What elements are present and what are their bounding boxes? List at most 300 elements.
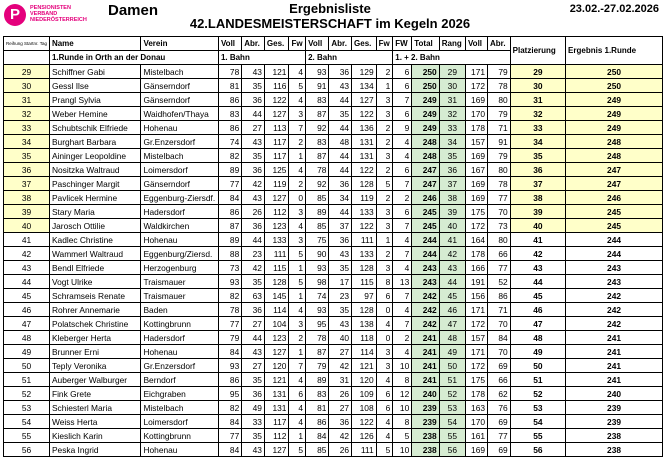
total-fw-cell: 7 [393,93,412,107]
bahn2-voll-cell: 75 [306,233,329,247]
bahn2-voll-cell: 85 [306,191,329,205]
table-row [4,233,663,247]
rank-cell: 31 [439,93,465,107]
result-round1-cell: 249 [566,121,663,135]
total-abr-cell: 84 [488,331,511,345]
bahn1-abr-cell: 44 [242,233,265,247]
rank-cell: 33 [439,121,465,135]
total-abr-cell: 77 [488,191,511,205]
total-fw-cell: 7 [393,289,412,303]
row-number-cell: 39 [4,205,50,219]
total-fw-cell: 4 [393,261,412,275]
bahn1-abr-cell: 27 [242,359,265,373]
col-fw2-header: Fw [376,37,393,51]
placement-cell: 52 [510,387,565,401]
total-abr-cell: 80 [488,163,511,177]
bahn2-ges-cell: 120 [352,373,377,387]
bahn1-abr-cell: 49 [242,401,265,415]
row-number-cell: 32 [4,107,50,121]
bahn1-ges-cell: 115 [264,261,289,275]
total-voll-cell: 175 [465,373,487,387]
bahn1-ges-cell: 121 [264,373,289,387]
total-voll-cell: 191 [465,275,487,289]
bahn2-ges-cell: 131 [352,149,377,163]
player-name-cell: Weiss Herta [49,415,141,429]
result-round1-cell: 241 [566,331,663,345]
total-score-cell: 238 [412,429,439,443]
bahn2-abr-cell: 43 [329,79,352,93]
table-row [4,415,663,429]
player-name-cell: Weber Hemine [49,107,141,121]
bahn2-ges-cell: 97 [352,289,377,303]
table-row [4,149,663,163]
bahn1-ges-cell: 104 [264,317,289,331]
total-fw-cell: 4 [393,345,412,359]
bahn1-ges-cell: 117 [264,149,289,163]
table-row [4,135,663,149]
bahn2-fw-cell: 3 [376,149,393,163]
bahn2-fw-cell: 3 [376,261,393,275]
bahn2-voll-cell: 85 [306,219,329,233]
col-name-header: Name [49,37,141,51]
bahn1-abr-cell: 44 [242,331,265,345]
total-score-cell: 245 [412,219,439,233]
page-title: Ergebnisliste [289,1,371,16]
row-number-cell: 41 [4,233,50,247]
total-abr-cell: 71 [488,121,511,135]
total-score-cell: 242 [412,289,439,303]
result-round1-cell: 238 [566,429,663,443]
bahn2-voll-cell: 93 [306,65,329,79]
total-abr-cell: 70 [488,205,511,219]
placement-cell: 43 [510,261,565,275]
total-abr-cell: 66 [488,247,511,261]
bahn2-abr-cell: 44 [329,205,352,219]
total-fw-cell: 7 [393,317,412,331]
bahn1-abr-cell: 36 [242,93,265,107]
total-voll-cell: 166 [465,261,487,275]
bahn2-fw-cell: 4 [376,415,393,429]
player-name-cell: Kleberger Herta [49,331,141,345]
bahn2-ges-cell: 131 [352,135,377,149]
bahn2-ges-cell: 127 [352,93,377,107]
placement-cell: 50 [510,359,565,373]
total-fw-cell: 6 [393,79,412,93]
bahn2-fw-cell: 1 [376,233,393,247]
bahn2-ges-cell: 114 [352,345,377,359]
bahn2-fw-cell: 3 [376,205,393,219]
total-score-cell: 245 [412,205,439,219]
placement-cell: 47 [510,317,565,331]
placement-cell: 39 [510,205,565,219]
bahn2-voll-cell: 92 [306,177,329,191]
bahn2-fw-cell: 1 [376,79,393,93]
player-name-cell: Teply Veronika [49,359,141,373]
row-number-cell: 33 [4,121,50,135]
total-fw-cell: 6 [393,205,412,219]
table-row [4,429,663,443]
bahn2-fw-cell: 6 [376,289,393,303]
bahn2-ges-cell: 118 [352,331,377,345]
club-name-cell: Kottingbrunn [141,317,218,331]
placement-cell: 55 [510,429,565,443]
bahn1-ges-cell: 145 [264,289,289,303]
total-abr-cell: 52 [488,275,511,289]
row-number-cell: 50 [4,359,50,373]
bahn2-voll-cell: 85 [306,443,329,457]
club-name-cell: Hohenau [141,345,218,359]
bahn2-abr-cell: 43 [329,247,352,261]
placement-cell: 33 [510,121,565,135]
total-score-cell: 249 [412,107,439,121]
total-score-cell: 241 [412,345,439,359]
rank-cell: 51 [439,373,465,387]
club-name-cell: Hadersdorf [141,331,218,345]
bahn1-ges-cell: 116 [264,79,289,93]
total-fw-cell: 9 [393,121,412,135]
bahn2-ges-cell: 136 [352,121,377,135]
row-number-cell: 48 [4,331,50,345]
bahn1-abr-cell: 43 [242,135,265,149]
bahn1-voll-cell: 84 [218,415,241,429]
rank-cell: 40 [439,219,465,233]
bahn1-abr-cell: 36 [242,303,265,317]
result-round1-cell: 246 [566,191,663,205]
bahn1-abr-cell: 35 [242,79,265,93]
player-name-cell: Polatschek Christine [49,317,141,331]
total-fw-cell: 6 [393,107,412,121]
bahn2-abr-cell: 26 [329,443,352,457]
club-name-cell: Kottingbrunn [141,429,218,443]
bahn2-ges-cell: 128 [352,303,377,317]
club-name-cell: Hohenau [141,443,218,457]
bahn1-fw-cell: 3 [289,233,306,247]
row-number-cell: 29 [4,65,50,79]
club-name-cell: Gänserndorf [141,79,218,93]
bahn1-voll-cell: 86 [218,205,241,219]
total-abr-cell: 71 [488,303,511,317]
total-score-cell: 243 [412,275,439,289]
bahn2-fw-cell: 8 [376,275,393,289]
bahn1-fw-cell: 6 [289,387,306,401]
bahn1-ges-cell: 111 [264,247,289,261]
total-score-cell: 248 [412,135,439,149]
table-row [4,107,663,121]
player-name-cell: Paschinger Margit [49,177,141,191]
club-name-cell: Waidhofen/Thaya [141,107,218,121]
bahn2-ges-cell: 122 [352,219,377,233]
club-name-cell: Waldkirchen [141,219,218,233]
bahn1-fw-cell: 2 [289,177,306,191]
total-fw-cell: 6 [393,163,412,177]
total-score-cell: 250 [412,65,439,79]
bahn1-voll-cell: 89 [218,233,241,247]
row-number-cell: 35 [4,149,50,163]
col-voll1-header: Voll [218,37,241,51]
club-name-cell: Traismauer [141,289,218,303]
total-score-cell: 241 [412,331,439,345]
player-name-cell: Schubtschik Elfriede [49,121,141,135]
bahn1-ges-cell: 117 [264,415,289,429]
bahn2-abr-cell: 44 [329,163,352,177]
bahn2-voll-cell: 93 [306,303,329,317]
result-round1-cell: 241 [566,359,663,373]
total-score-cell: 243 [412,261,439,275]
bahn2-abr-cell: 36 [329,415,352,429]
bahn1-ges-cell: 131 [264,387,289,401]
club-name-cell: Eichgraben [141,387,218,401]
player-name-cell: Schiffner Gabi [49,65,141,79]
row-number-cell: 54 [4,415,50,429]
table-row [4,191,663,205]
total-voll-cell: 171 [465,303,487,317]
bahn1-ges-cell: 127 [264,443,289,457]
bahn2-fw-cell: 0 [376,331,393,345]
col-voll2-header: Voll [306,37,329,51]
bahn2-fw-cell: 4 [376,373,393,387]
col-club-header: Verein [141,37,218,51]
rank-cell: 39 [439,205,465,219]
bahn1-abr-cell: 42 [242,261,265,275]
rank-cell: 49 [439,345,465,359]
placement-cell: 54 [510,415,565,429]
total-score-cell: 242 [412,303,439,317]
bahn1-fw-cell: 4 [289,65,306,79]
result-round1-cell: 242 [566,317,663,331]
placement-cell: 56 [510,443,565,457]
total-abr-cell: 79 [488,107,511,121]
rank-cell: 47 [439,317,465,331]
total-abr-cell: 80 [488,233,511,247]
bahn1-abr-cell: 35 [242,149,265,163]
page-subtitle: 42.LANDESMEISTERSCHAFT im Kegeln 2026 [189,16,471,31]
player-name-cell: Schiesterl Maria [49,401,141,415]
bahn1-abr-cell: 42 [242,177,265,191]
player-name-cell: Nositzka Waltraud [49,163,141,177]
bahn1-fw-cell: 5 [289,443,306,457]
total-voll-cell: 169 [465,177,487,191]
bahn1-fw-cell: 4 [289,303,306,317]
rank-cell: 32 [439,107,465,121]
bahn2-abr-cell: 44 [329,121,352,135]
total-fw-cell: 4 [393,233,412,247]
bahn1-ges-cell: 123 [264,219,289,233]
total-score-cell: 244 [412,233,439,247]
bahn1-fw-cell: 3 [289,205,306,219]
bahn12-header: 1. + 2. Bahn [393,51,510,65]
placement-cell: 42 [510,247,565,261]
player-name-cell: Auberger Walburger [49,373,141,387]
total-score-cell: 238 [412,443,439,457]
placement-cell: 53 [510,401,565,415]
table-row [4,289,663,303]
col-fw1-header: Fw [289,37,306,51]
total-voll-cell: 175 [465,205,487,219]
total-fw-cell: 12 [393,387,412,401]
bahn2-voll-cell: 87 [306,345,329,359]
total-voll-cell: 171 [465,65,487,79]
bahn2-ges-cell: 122 [352,163,377,177]
result-round1-cell: 250 [566,79,663,93]
total-abr-cell: 76 [488,401,511,415]
col-platzierung-header: Platzierung [510,37,565,65]
player-name-cell: Kieslich Karin [49,429,141,443]
bahn2-ges-cell: 128 [352,261,377,275]
bahn1-ges-cell: 114 [264,303,289,317]
bahn2-ges-cell: 122 [352,415,377,429]
bahn1-ges-cell: 127 [264,191,289,205]
bahn2-abr-cell: 36 [329,65,352,79]
bahn1-fw-cell: 1 [289,261,306,275]
total-abr-cell: 80 [488,93,511,107]
player-name-cell: Pavlicek Hermine [49,191,141,205]
bahn1-ges-cell: 112 [264,205,289,219]
rank-cell: 52 [439,387,465,401]
placement-cell: 30 [510,79,565,93]
placement-cell: 44 [510,275,565,289]
bahn2-fw-cell: 2 [376,247,393,261]
table-row [4,205,663,219]
player-name-cell: Fink Grete [49,387,141,401]
bahn1-voll-cell: 93 [218,275,241,289]
club-name-cell: Gr.Enzersdorf [141,359,218,373]
total-fw-cell: 5 [393,429,412,443]
bahn1-voll-cell: 77 [218,177,241,191]
bahn2-abr-cell: 44 [329,93,352,107]
col-rang-header: Rang [439,37,465,51]
col-abr1-header: Abr. [242,37,265,51]
table-row [4,79,663,93]
bahn2-ges-cell: 115 [352,275,377,289]
row-number-cell: 52 [4,387,50,401]
bahn2-ges-cell: 126 [352,429,377,443]
result-round1-cell: 248 [566,135,663,149]
row-number-cell: 30 [4,79,50,93]
table-row [4,219,663,233]
bahn2-ges-cell: 138 [352,317,377,331]
bahn1-fw-cell: 1 [289,289,306,303]
placement-cell: 34 [510,135,565,149]
total-score-cell: 240 [412,387,439,401]
total-voll-cell: 161 [465,429,487,443]
table-row [4,443,663,457]
total-abr-cell: 70 [488,317,511,331]
table-row [4,275,663,289]
club-name-cell: Hohenau [141,121,218,135]
player-name-cell: Aininger Leopoldine [49,149,141,163]
bahn2-fw-cell: 5 [376,177,393,191]
bahn2-voll-cell: 87 [306,107,329,121]
club-name-cell: Herzogenburg [141,261,218,275]
placement-cell: 37 [510,177,565,191]
bahn2-voll-cell: 83 [306,93,329,107]
page-header [0,0,663,34]
total-voll-cell: 172 [465,219,487,233]
round-title: 1.Runde in Orth an der Donau [49,51,218,65]
placement-cell: 49 [510,345,565,359]
result-round1-cell: 238 [566,443,663,457]
bahn1-abr-cell: 33 [242,415,265,429]
total-abr-cell: 73 [488,219,511,233]
bahn1-ges-cell: 123 [264,331,289,345]
total-score-cell: 242 [412,317,439,331]
total-voll-cell: 169 [465,149,487,163]
placement-cell: 51 [510,373,565,387]
result-round1-cell: 241 [566,345,663,359]
bahn1-abr-cell: 26 [242,205,265,219]
table-row [4,345,663,359]
club-name-cell: Mistelbach [141,149,218,163]
total-voll-cell: 169 [465,93,487,107]
col-num-header: Reihung Startnr. Tag [4,37,50,51]
bahn2-voll-cell: 84 [306,429,329,443]
table-row [4,163,663,177]
table-row [4,331,663,345]
bahn1-fw-cell: 4 [289,163,306,177]
pensionisten-logo [4,4,94,30]
bahn1-voll-cell: 83 [218,107,241,121]
bahn2-fw-cell: 4 [376,317,393,331]
total-voll-cell: 163 [465,401,487,415]
bahn1-ges-cell: 128 [264,275,289,289]
total-voll-cell: 172 [465,317,487,331]
total-score-cell: 244 [412,247,439,261]
bahn1-abr-cell: 27 [242,317,265,331]
bahn1-abr-cell: 23 [242,247,265,261]
bahn1-voll-cell: 86 [218,121,241,135]
row-number-cell: 37 [4,177,50,191]
bahn2-abr-cell: 43 [329,317,352,331]
bahn2-ges-cell: 134 [352,79,377,93]
bahn2-abr-cell: 36 [329,177,352,191]
total-fw-cell: 10 [393,401,412,415]
bahn1-abr-cell: 44 [242,107,265,121]
bahn2-ges-cell: 128 [352,177,377,191]
total-fw-cell: 4 [393,135,412,149]
total-abr-cell: 70 [488,345,511,359]
club-name-cell: Eggenburg/Ziersd. [141,247,218,261]
total-fw-cell: 13 [393,275,412,289]
total-fw-cell: 8 [393,415,412,429]
bahn2-abr-cell: 23 [329,289,352,303]
bahn1-voll-cell: 78 [218,65,241,79]
bahn1-ges-cell: 119 [264,177,289,191]
club-name-cell: Berndorf [141,373,218,387]
table-row [4,65,663,79]
total-abr-cell: 62 [488,387,511,401]
rank-cell: 34 [439,135,465,149]
result-round1-cell: 244 [566,233,663,247]
row-number-cell: 43 [4,261,50,275]
total-voll-cell: 170 [465,415,487,429]
bahn1-abr-cell: 36 [242,387,265,401]
rank-cell: 41 [439,233,465,247]
total-score-cell: 249 [412,121,439,135]
total-abr-cell: 69 [488,443,511,457]
bahn2-fw-cell: 0 [376,303,393,317]
table-row [4,401,663,415]
bahn2-fw-cell: 2 [376,191,393,205]
results-table [3,36,663,457]
row-number-cell: 45 [4,289,50,303]
bahn2-voll-cell: 93 [306,261,329,275]
rank-cell: 44 [439,275,465,289]
bahn1-fw-cell: 5 [289,247,306,261]
bahn2-ges-cell: 133 [352,205,377,219]
row-number-cell: 47 [4,317,50,331]
bahn1-fw-cell: 0 [289,191,306,205]
bahn1-ges-cell: 120 [264,359,289,373]
